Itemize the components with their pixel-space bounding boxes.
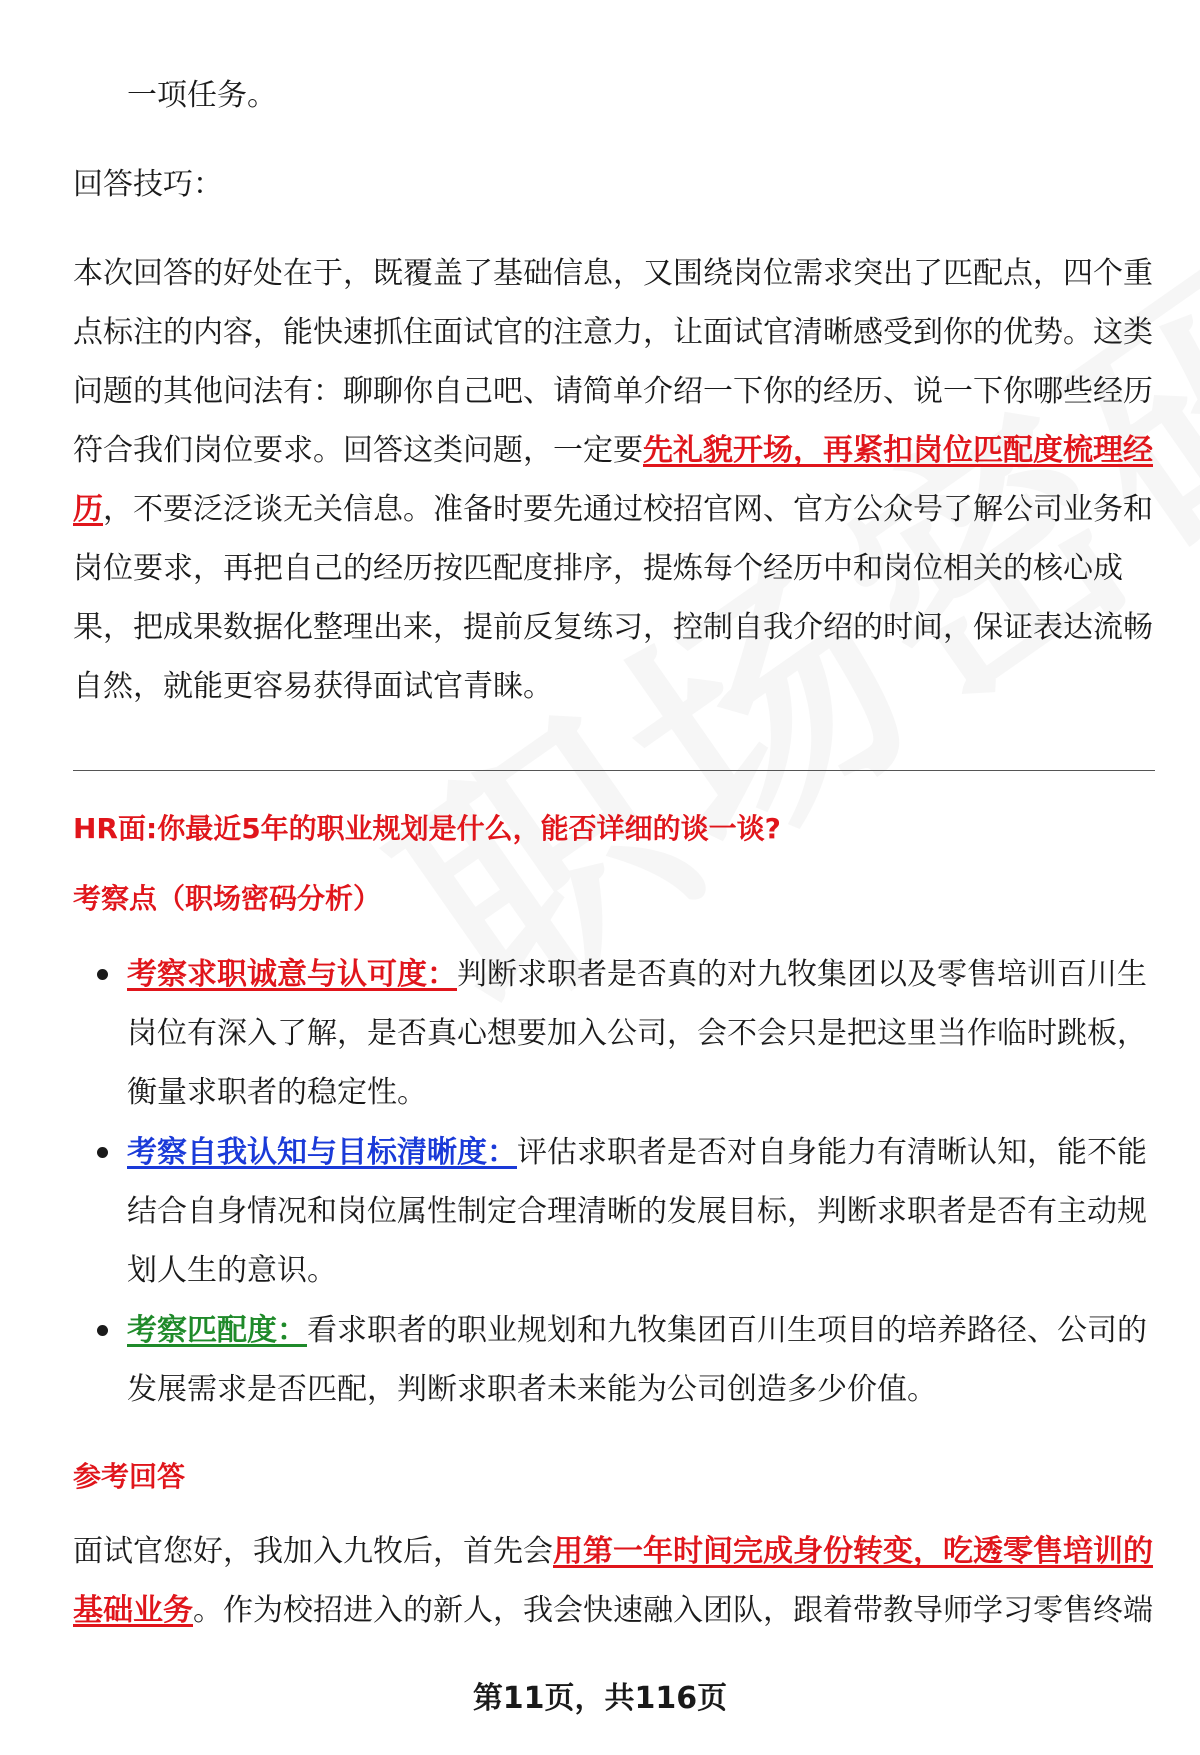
reference-heading: 参考回答 bbox=[73, 1460, 186, 1493]
question-heading: HR面:你最近5年的职业规划是什么，能否详细的谈一谈? bbox=[73, 812, 781, 845]
tips-paragraph bbox=[73, 244, 1153, 716]
analysis-heading: 考察点（职场密码分析） bbox=[73, 882, 382, 915]
bullet-item-sincerity bbox=[127, 945, 1157, 1122]
page-number: 第11页，共116页 bbox=[472, 1681, 728, 1716]
bullet-dot-icon bbox=[97, 969, 108, 980]
tips-label: 回答技巧： bbox=[73, 167, 223, 202]
bullet-item-match bbox=[127, 1301, 1157, 1419]
section-divider bbox=[73, 770, 1155, 771]
bullet-label: 考察自我认知与目标清晰度： bbox=[127, 1135, 517, 1170]
tips-text-1: 本次回答的好处在于，既覆盖了基础信息，又围绕岗位需求突出了匹配点，四个重点标注的内容，能快速抓住面试官的注意力，让面试官清晰感受到你的优势。这类问题的其他问法有：聊聊你自己吧、请简单介绍一下你的经历、说一下你哪些经历符合我们岗位要求。回答这类问题，一定要 bbox=[73, 256, 1153, 468]
reference-text-1: 面试官您好，我加入九牧后，首先会 bbox=[73, 1534, 553, 1569]
bullet-item-self-awareness bbox=[127, 1123, 1157, 1300]
reference-highlight: 用第一年时间完成身份转变，吃透零售培训的基础业务 bbox=[73, 1534, 1153, 1628]
bullet-label: 考察求职诚意与认可度： bbox=[127, 957, 457, 992]
tips-highlight: 先礼貌开场，再紧扣岗位匹配度梳理经历 bbox=[73, 433, 1153, 527]
bullet-text: 看求职者的职业规划和九牧集团百川生项目的培养路径、公司的发展需求是否匹配，判断求职者未来能为公司创造多少价值。 bbox=[127, 1313, 1147, 1407]
bullet-text: 评估求职者是否对自身能力有清晰认知，能不能结合自身情况和岗位属性制定合理清晰的发展目标，判断求职者是否有主动规划人生的意识。 bbox=[127, 1135, 1147, 1288]
tips-text-2: ，不要泛泛谈无关信息。准备时要先通过校招官网、官方公众号了解公司业务和岗位要求，再把自己的经历按匹配度排序，提炼每个经历中和岗位相关的核心成果，把成果数据化整理出来，提前反复练习，控制自我介绍的时间，保证表达流畅自然，就能更容易获得面试官青睐。 bbox=[73, 492, 1153, 704]
intro-tail: 一项任务。 bbox=[127, 78, 277, 113]
bullet-dot-icon bbox=[97, 1325, 108, 1336]
bullet-label: 考察匹配度： bbox=[127, 1313, 307, 1348]
reference-text-2: 。作为校招进入的新人，我会快速融入团队，跟着带教导师学习零售终端 bbox=[193, 1593, 1153, 1628]
bullet-dot-icon bbox=[97, 1147, 108, 1158]
reference-paragraph bbox=[73, 1522, 1153, 1640]
bullet-text: 判断求职者是否真的对九牧集团以及零售培训百川生岗位有深入了解，是否真心想要加入公司，会不会只是把这里当作临时跳板，衡量求职者的稳定性。 bbox=[127, 957, 1147, 1110]
